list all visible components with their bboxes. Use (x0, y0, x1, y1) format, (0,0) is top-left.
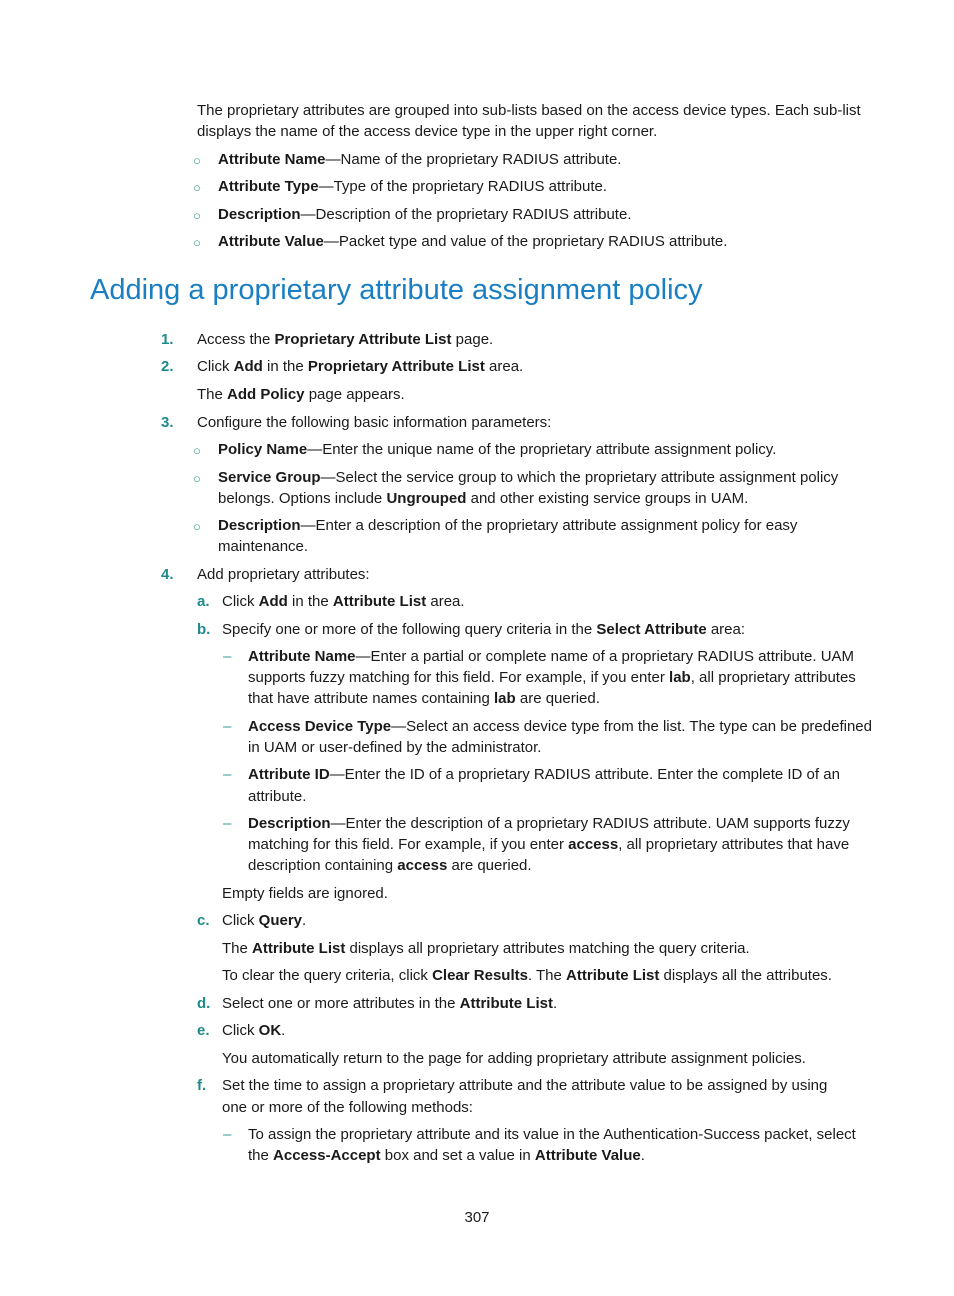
criterion-description-line-3: description containing access are queried. (248, 857, 532, 874)
intro-bullet-attribute-value: Attribute Value—Packet type and value of the proprietary RADIUS attribute. (218, 233, 728, 250)
substep-e-note: You automatically return to the page for adding proprietary attribute assignment policies. (222, 1050, 806, 1067)
intro-line-2: displays the name of the access device type in the upper right corner. (197, 123, 658, 140)
substep-letter: b. (197, 621, 211, 638)
intro-line-1: The proprietary attributes are grouped into sub-lists based on the access device types. Each sub-list (197, 102, 861, 119)
dash-marker: – (223, 648, 232, 665)
substep-e: Click OK. (222, 1022, 286, 1039)
bullet-policy-name: Policy Name—Enter the unique name of the proprietary attribute assignment policy. (218, 441, 777, 458)
intro-bullet-description: Description—Description of the proprietary RADIUS attribute. (218, 206, 632, 223)
bullet-marker: ○ (193, 471, 201, 486)
step-1: Access the Proprietary Attribute List page. (197, 331, 494, 348)
substep-c-note-2: To clear the query criteria, click Clear Results. The Attribute List displays all the attributes. (222, 967, 832, 984)
substep-b-note: Empty fields are ignored. (222, 885, 388, 902)
bullet-marker: ○ (193, 208, 201, 223)
step-number: 3. (161, 414, 174, 431)
substep-letter: a. (197, 593, 210, 610)
step-4: Add proprietary attributes: (197, 566, 370, 583)
criterion-description-line-2: matching for this field. For example, if you enter access, all proprietary attributes that have (248, 836, 850, 853)
dash-marker: – (223, 766, 232, 783)
step-3: Configure the following basic information parameters: (197, 414, 552, 431)
criterion-attribute-id-line-1: Attribute ID—Enter the ID of a proprietary RADIUS attribute. Enter the complete ID of an (248, 766, 840, 783)
step-number: 4. (161, 566, 174, 583)
substep-f-line-1: Set the time to assign a proprietary attribute and the attribute value to be assigned by using (222, 1077, 828, 1094)
substep-b: Specify one or more of the following query criteria in the Select Attribute area: (222, 621, 746, 638)
bullet-description-line-2: maintenance. (218, 538, 309, 555)
bullet-marker: ○ (193, 153, 201, 168)
substep-letter: f. (197, 1077, 207, 1094)
dash-marker: – (223, 718, 232, 735)
criterion-attribute-id-line-2: attribute. (248, 788, 307, 805)
intro-bullet-attribute-name: Attribute Name—Name of the proprietary RADIUS attribute. (218, 151, 622, 168)
substep-letter: d. (197, 995, 211, 1012)
criterion-attribute-name-line-1: Attribute Name—Enter a partial or complete name of a proprietary RADIUS attribute. UAM (248, 648, 855, 665)
method-access-accept-line-1: To assign the proprietary attribute and its value in the Authentication-Success packet, select (248, 1126, 856, 1143)
intro-bullet-attribute-type: Attribute Type—Type of the proprietary RADIUS attribute. (218, 178, 608, 195)
bullet-marker: ○ (193, 235, 201, 250)
step-number: 1. (161, 331, 174, 348)
criterion-access-device-type-line-2: in UAM or user-defined by the administrator. (248, 739, 542, 756)
bullet-marker: ○ (193, 443, 201, 458)
bullet-service-group-line-2: belongs. Options include Ungrouped and other existing service groups in UAM. (218, 490, 749, 507)
substep-f-line-2: one or more of the following methods: (222, 1099, 473, 1116)
dash-marker: – (223, 1126, 232, 1143)
step-2: Click Add in the Proprietary Attribute List area. (197, 358, 524, 375)
substep-a: Click Add in the Attribute List area. (222, 593, 465, 610)
step-number: 2. (161, 358, 174, 375)
step-2-note: The Add Policy page appears. (197, 386, 405, 403)
bullet-description-line-1: Description—Enter a description of the proprietary attribute assignment policy for easy (218, 517, 798, 534)
substep-c: Click Query. (222, 912, 307, 929)
criterion-attribute-name-line-3: that have attribute names containing lab are queried. (248, 690, 600, 707)
bullet-service-group-line-1: Service Group—Select the service group to which the proprietary attribute assignment policy (218, 469, 839, 486)
method-access-accept-line-2: the Access-Accept box and set a value in Attribute Value. (248, 1147, 645, 1164)
criterion-access-device-type-line-1: Access Device Type—Select an access device type from the list. The type can be predefined (248, 718, 872, 735)
criterion-attribute-name-line-2: supports fuzzy matching for this field. For example, if you enter lab, all proprietary attributes (248, 669, 856, 686)
bullet-marker: ○ (193, 180, 201, 195)
section-heading: Adding a proprietary attribute assignment policy (90, 274, 703, 306)
substep-c-note-1: The Attribute List displays all proprietary attributes matching the query criteria. (222, 940, 750, 957)
substep-letter: e. (197, 1022, 210, 1039)
page-number: 307 (464, 1209, 490, 1226)
substep-letter: c. (197, 912, 210, 929)
criterion-description-line-1: Description—Enter the description of a proprietary RADIUS attribute. UAM supports fuzzy (248, 815, 850, 832)
substep-d: Select one or more attributes in the Attribute List. (222, 995, 558, 1012)
bullet-marker: ○ (193, 519, 201, 534)
dash-marker: – (223, 815, 232, 832)
